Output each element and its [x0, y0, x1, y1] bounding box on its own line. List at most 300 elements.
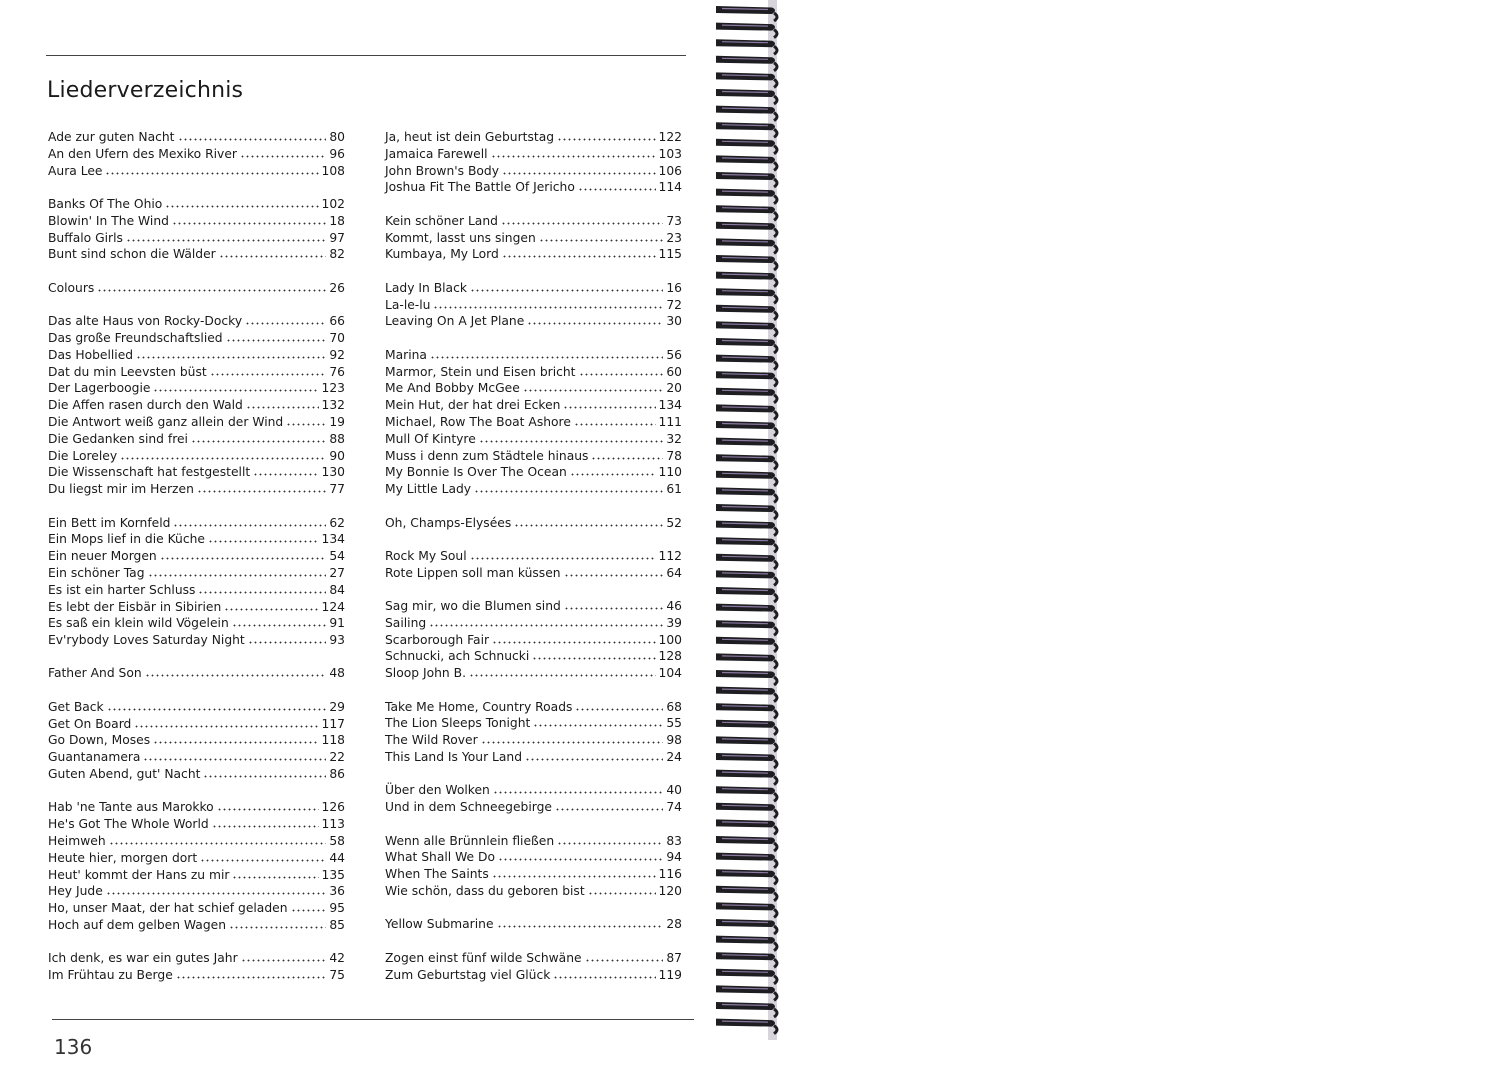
song-title: Schnucki, ach Schnucki	[385, 649, 530, 664]
song-title: Sailing	[385, 615, 427, 630]
binding-coil	[716, 554, 777, 569]
binding-coil	[716, 404, 777, 419]
song-title: Das Hobellied	[48, 347, 134, 362]
binding-coil	[716, 139, 777, 154]
letter-group	[48, 313, 345, 498]
spiral-binding-graphic	[712, 0, 784, 1050]
song-title: La-le-lu	[385, 297, 431, 312]
index-entry	[385, 313, 682, 330]
song-title: This Land Is Your Land	[385, 750, 523, 765]
dot-leader	[136, 348, 326, 358]
binding-coil	[716, 23, 777, 38]
song-title: Mull Of Kintyre	[385, 431, 476, 446]
index-entry	[385, 648, 682, 665]
index-entry	[385, 347, 682, 364]
letter-group	[48, 950, 345, 984]
dot-leader	[172, 214, 326, 224]
dot-leader	[229, 919, 326, 929]
song-page-number: 96	[329, 146, 345, 161]
song-title: Scarborough Fair	[385, 632, 490, 647]
binding-coil	[716, 6, 777, 21]
song-title: Kein schöner Land	[385, 213, 498, 228]
binding-coil	[716, 537, 777, 552]
song-title: Sag mir, wo die Blumen sind	[385, 599, 561, 614]
index-column-right	[385, 129, 682, 1000]
song-page-number: 24	[666, 750, 682, 765]
index-entry	[385, 950, 682, 967]
dot-leader	[574, 415, 656, 425]
binding-coil	[716, 454, 777, 469]
letter-group	[385, 280, 682, 330]
dot-leader	[502, 164, 656, 174]
song-title: Yellow Submarine	[385, 917, 494, 932]
song-page-number: 76	[329, 364, 345, 379]
dot-leader	[557, 834, 663, 844]
page-number: 136	[54, 1035, 93, 1059]
dot-leader	[497, 918, 664, 928]
song-title: The Lion Sleeps Tonight	[385, 716, 531, 731]
binding-coil	[716, 770, 777, 785]
index-entry	[48, 599, 345, 616]
song-title: Father And Son	[48, 666, 142, 681]
binding-coil	[716, 670, 777, 685]
song-page-number: 62	[329, 515, 345, 530]
index-entry	[48, 515, 345, 532]
song-page-number: 134	[321, 532, 345, 547]
index-entry	[48, 531, 345, 548]
binding-coil	[716, 637, 777, 652]
dot-leader	[479, 432, 664, 442]
letter-group	[385, 782, 682, 816]
binding-coil	[716, 869, 777, 884]
song-page-number: 98	[666, 733, 682, 748]
binding-coil	[716, 1019, 777, 1034]
binding-coil	[716, 653, 777, 668]
index-entry	[48, 867, 345, 884]
binding-coil	[716, 620, 777, 635]
dot-leader	[178, 131, 327, 141]
song-title: Marmor, Stein und Eisen bricht	[385, 364, 576, 379]
index-entry	[48, 917, 345, 934]
index-entry	[48, 213, 345, 230]
index-entry	[48, 615, 345, 632]
binding-coil	[716, 172, 777, 187]
song-title: Ev'rybody Loves Saturday Night	[48, 633, 245, 648]
song-page-number: 86	[329, 767, 345, 782]
dot-leader	[523, 382, 664, 392]
dot-leader	[106, 885, 327, 895]
index-entry	[385, 380, 682, 397]
song-title: Kommt, lasst uns singen	[385, 230, 536, 245]
index-entry	[48, 146, 345, 163]
binding-coil	[716, 919, 777, 934]
song-title: Take Me Home, Country Roads	[385, 699, 573, 714]
dot-leader	[248, 634, 327, 644]
binding-coil	[716, 222, 777, 237]
song-page-number: 97	[329, 230, 345, 245]
song-title: Heimweh	[48, 834, 106, 849]
dot-leader	[212, 818, 319, 828]
song-page-number: 95	[329, 901, 345, 916]
song-page-number: 106	[658, 163, 682, 178]
index-entry	[48, 749, 345, 766]
index-entry	[48, 833, 345, 850]
dot-leader	[210, 365, 327, 375]
song-title: Ade zur guten Nacht	[48, 130, 175, 144]
binding-coil	[716, 969, 777, 984]
index-entry	[48, 732, 345, 749]
dot-leader	[557, 131, 655, 141]
song-title: Zogen einst fünf wilde Schwäne	[385, 950, 582, 965]
song-title: Mein Hut, der hat drei Ecken	[385, 398, 561, 413]
letter-group	[48, 129, 345, 179]
dot-leader	[105, 164, 318, 174]
binding-coil	[716, 72, 777, 87]
dot-leader	[160, 550, 327, 560]
index-entry	[385, 883, 682, 900]
index-entry	[48, 230, 345, 247]
song-title: Marina	[385, 347, 427, 362]
song-title: Im Frühtau zu Berge	[48, 968, 173, 983]
song-title: Joshua Fit The Battle Of Jericho	[385, 180, 575, 195]
song-page-number: 77	[329, 482, 345, 497]
song-page-number: 87	[666, 950, 682, 965]
song-title: Die Loreley	[48, 448, 118, 463]
binding-coil	[716, 604, 777, 619]
song-title: Colours	[48, 280, 95, 295]
binding-coil	[716, 471, 777, 486]
song-title: Me And Bobby McGee	[385, 381, 520, 396]
song-page-number: 60	[666, 364, 682, 379]
binding-coil	[716, 521, 777, 536]
binding-coil	[716, 56, 777, 71]
index-entry	[48, 464, 345, 481]
dot-leader	[126, 231, 326, 241]
binding-coil	[716, 205, 777, 220]
index-entry	[385, 548, 682, 565]
index-entry	[385, 179, 682, 196]
dot-leader	[191, 432, 326, 442]
song-title: Sloop John B.	[385, 666, 466, 681]
song-title: Das alte Haus von Rocky-Docky	[48, 314, 243, 329]
binding-coil	[716, 371, 777, 386]
song-title: Rock My Soul	[385, 548, 467, 563]
song-title: An den Ufern des Mexiko River	[48, 146, 237, 161]
binding-coil	[716, 1002, 777, 1017]
song-page-number: 116	[658, 867, 682, 882]
index-entry	[385, 598, 682, 615]
song-page-number: 19	[329, 414, 345, 429]
binding-coil	[716, 570, 777, 585]
binding-coil	[716, 321, 777, 336]
song-page-number: 117	[321, 716, 345, 731]
index-entry	[48, 129, 345, 146]
dot-leader	[433, 298, 663, 308]
song-title: Go Down, Moses	[48, 733, 151, 748]
dot-leader	[197, 483, 326, 493]
dot-leader	[514, 516, 663, 526]
song-title: Bunt sind schon die Wälder	[48, 247, 216, 262]
index-entry	[385, 448, 682, 465]
binding-coil	[716, 687, 777, 702]
song-page-number: 28	[666, 917, 682, 932]
song-page-number: 20	[666, 381, 682, 396]
song-title: Get On Board	[48, 716, 132, 731]
binding-coil	[716, 272, 777, 287]
song-page-number: 93	[329, 633, 345, 648]
dot-leader	[219, 248, 327, 258]
index-entry	[48, 414, 345, 431]
dot-leader	[232, 617, 327, 627]
song-title: Wenn alle Brünnlein fließen	[385, 833, 555, 848]
binding-coil	[716, 902, 777, 917]
index-entry	[385, 833, 682, 850]
index-entry	[385, 615, 682, 632]
song-page-number: 114	[658, 180, 682, 195]
song-page-number: 103	[658, 146, 682, 161]
song-title: Wie schön, dass du geboren bist	[385, 884, 585, 899]
song-title: Heut' kommt der Hans zu mir	[48, 867, 230, 882]
dot-leader	[198, 583, 326, 593]
song-page-number: 27	[329, 565, 345, 580]
song-page-number: 18	[329, 213, 345, 228]
index-entry	[48, 280, 345, 297]
dot-leader	[553, 968, 655, 978]
letter-group	[48, 280, 345, 297]
song-title: Michael, Row The Boat Ashore	[385, 414, 571, 429]
song-page-number: 102	[321, 196, 345, 211]
song-page-number: 92	[329, 347, 345, 362]
song-title: Das große Freundschaftslied	[48, 330, 223, 345]
song-page-number: 55	[666, 716, 682, 731]
song-title: Aura Lee	[48, 163, 103, 178]
binding-coil	[716, 720, 777, 735]
index-entry	[48, 632, 345, 649]
song-page-number: 91	[329, 616, 345, 631]
song-title: Die Affen rasen durch den Wald	[48, 398, 243, 413]
song-page-number: 75	[329, 968, 345, 983]
song-title: Ein Mops lief in die Küche	[48, 532, 205, 547]
binding-coil	[716, 438, 777, 453]
index-entry	[385, 916, 682, 933]
song-title: Ho, unser Maat, der hat schief geladen	[48, 901, 288, 916]
song-title: Die Wissenschaft hat festgestellt	[48, 465, 251, 480]
binding-coil	[716, 836, 777, 851]
index-entry	[385, 213, 682, 230]
song-page-number: 58	[329, 834, 345, 849]
song-title: Über den Wolken	[385, 783, 490, 798]
dot-leader	[470, 281, 663, 291]
binding-coil	[716, 355, 777, 370]
song-page-number: 78	[666, 448, 682, 463]
index-entry	[385, 431, 682, 448]
song-title: Jamaica Farewell	[385, 146, 488, 161]
index-entry	[48, 900, 345, 917]
binding-coil	[716, 819, 777, 834]
dot-leader	[481, 734, 664, 744]
song-title: Die Gedanken sind frei	[48, 431, 188, 446]
letter-group	[385, 950, 682, 984]
index-entry	[48, 330, 345, 347]
song-title: My Little Lady	[385, 482, 472, 497]
song-title: Der Lagerboogie	[48, 381, 151, 396]
dot-leader	[555, 801, 663, 811]
song-page-number: 23	[666, 230, 682, 245]
index-entry	[385, 665, 682, 682]
index-entry	[385, 967, 682, 984]
song-title: What Shall We Do	[385, 850, 495, 865]
index-column-left	[48, 129, 345, 1001]
song-page-number: 42	[329, 951, 345, 966]
index-entry	[385, 515, 682, 532]
dot-leader	[501, 214, 663, 224]
letter-group	[385, 916, 682, 933]
song-title: Du liegst mir im Herzen	[48, 482, 194, 497]
index-entry	[48, 950, 345, 967]
index-entry	[385, 414, 682, 431]
dot-leader	[145, 667, 327, 677]
song-page-number: 124	[321, 599, 345, 614]
song-title: Buffalo Girls	[48, 230, 123, 245]
song-title: Heute hier, morgen dort	[48, 850, 198, 865]
letter-group	[385, 833, 682, 900]
index-entry	[48, 347, 345, 364]
song-title: Ein schöner Tag	[48, 565, 145, 580]
song-page-number: 72	[666, 297, 682, 312]
dot-leader	[469, 667, 656, 677]
song-page-number: 52	[666, 515, 682, 530]
dot-leader	[539, 231, 664, 241]
song-page-number: 30	[666, 314, 682, 329]
dot-leader	[165, 198, 318, 208]
index-entry	[48, 799, 345, 816]
index-entry	[48, 196, 345, 213]
binding-coil	[716, 122, 777, 137]
binding-coil	[716, 106, 777, 121]
song-title: Ja, heut ist dein Geburtstag	[385, 130, 555, 144]
index-entry	[385, 732, 682, 749]
bottom-rule	[52, 1019, 694, 1020]
binding-coil	[716, 238, 777, 253]
song-page-number: 29	[329, 699, 345, 714]
song-page-number: 94	[666, 850, 682, 865]
index-entry	[48, 163, 345, 180]
song-title: Lady In Black	[385, 280, 467, 295]
song-title: Blowin' In The Wind	[48, 213, 169, 228]
song-title: Und in dem Schneegebirge	[385, 800, 552, 815]
song-page-number: 84	[329, 582, 345, 597]
dot-leader	[591, 449, 663, 459]
dot-leader	[575, 700, 663, 710]
song-title: My Bonnie Is Over The Ocean	[385, 465, 567, 480]
binding-coil	[716, 753, 777, 768]
song-title: Dat du min Leevsten büst	[48, 364, 207, 379]
dot-leader	[430, 348, 663, 358]
song-title: When The Saints	[385, 867, 489, 882]
dot-leader	[493, 784, 664, 794]
dot-leader	[217, 801, 319, 811]
index-entry	[385, 146, 682, 163]
binding-coil	[716, 703, 777, 718]
song-page-number: 48	[329, 666, 345, 681]
dot-leader	[492, 633, 655, 643]
dot-leader	[245, 315, 326, 325]
song-title: Hoch auf dem gelben Wagen	[48, 918, 226, 933]
dot-leader	[109, 835, 327, 845]
song-page-number: 135	[321, 867, 345, 882]
dot-leader	[203, 768, 326, 778]
binding-coil	[716, 388, 777, 403]
dot-leader	[563, 399, 655, 409]
letter-group	[385, 213, 682, 263]
binding-coil	[716, 338, 777, 353]
dot-leader	[173, 516, 326, 526]
index-entry	[48, 431, 345, 448]
index-entry	[48, 766, 345, 783]
page-title: Liederverzeichnis	[47, 78, 244, 103]
song-page-number: 73	[666, 213, 682, 228]
song-page-number: 126	[321, 800, 345, 815]
index-entry	[48, 699, 345, 716]
spiral-binding	[712, 0, 784, 1050]
index-entry	[385, 715, 682, 732]
index-entry	[48, 397, 345, 414]
index-entry	[48, 565, 345, 582]
index-entry	[48, 850, 345, 867]
song-title: Ein Bett im Kornfeld	[48, 515, 171, 530]
binding-coil	[716, 936, 777, 951]
dot-leader	[224, 600, 318, 610]
dot-leader	[498, 851, 663, 861]
index-entry	[48, 380, 345, 397]
letter-group	[48, 665, 345, 682]
dot-leader	[291, 902, 327, 912]
index-entry	[385, 782, 682, 799]
dot-leader	[240, 147, 326, 157]
book-page	[0, 0, 700, 1079]
letter-group	[385, 548, 682, 582]
index-entry	[385, 464, 682, 481]
song-title: Guantanamera	[48, 750, 141, 765]
song-title: Ich denk, es war ein gutes Jahr	[48, 951, 238, 966]
song-page-number: 130	[321, 465, 345, 480]
letter-group	[385, 129, 682, 196]
index-entry	[385, 849, 682, 866]
binding-coil	[716, 487, 777, 502]
dot-leader	[429, 616, 663, 626]
song-title: Es ist ein harter Schluss	[48, 582, 196, 597]
binding-coil	[716, 952, 777, 967]
index-entry	[385, 699, 682, 716]
index-entry	[385, 163, 682, 180]
dot-leader	[134, 717, 318, 727]
index-entry	[48, 582, 345, 599]
dot-leader	[176, 969, 327, 979]
dot-leader	[570, 466, 656, 476]
dot-leader	[564, 566, 664, 576]
letter-group	[385, 347, 682, 498]
dot-leader	[527, 315, 663, 325]
index-entry	[48, 967, 345, 984]
song-page-number: 16	[666, 280, 682, 295]
song-page-number: 118	[321, 733, 345, 748]
song-page-number: 70	[329, 330, 345, 345]
index-entry	[385, 280, 682, 297]
index-entry	[385, 246, 682, 263]
dot-leader	[525, 751, 663, 761]
song-page-number: 54	[329, 549, 345, 564]
song-page-number: 119	[658, 967, 682, 982]
